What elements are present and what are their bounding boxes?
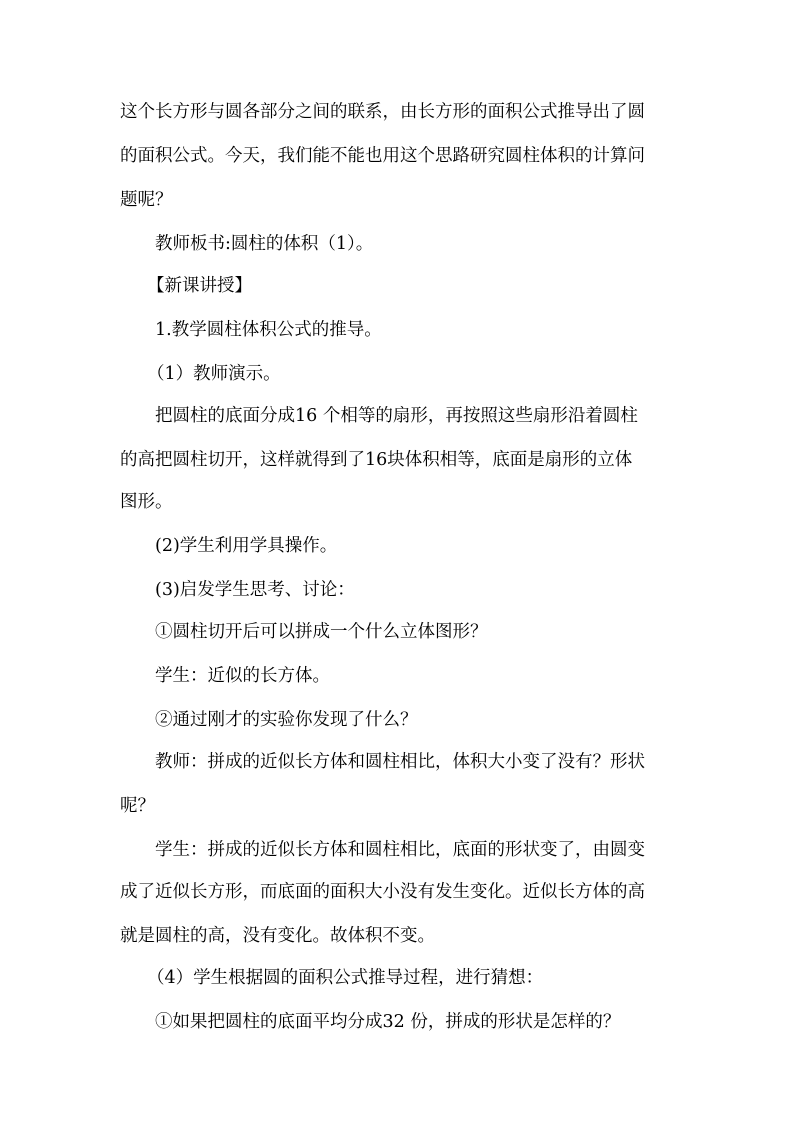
text-line-6: 1.教学圆柱体积公式的推导。 <box>155 320 382 340</box>
text-line-16: 教师：拼成的近似长方体和圆柱相比，体积大小变了没有？形状 <box>155 752 645 772</box>
text-line-18: 学生：拼成的近似长方体和圆柱相比，底面的形状变了，由圆变 <box>155 840 645 860</box>
text-line-7: （1）教师演示。 <box>147 364 281 384</box>
text-line-4: 教师板书:圆柱的体积（1）。 <box>155 234 374 254</box>
text-line-22: ①如果把圆柱的底面平均分成32 份，拼成的形状是怎样的？ <box>155 1012 621 1032</box>
text-line-21: （4）学生根据圆的面积公式推导过程，进行猜想： <box>147 968 544 988</box>
text-line-8: 把圆柱的底面分成16 个相等的扇形，再按照这些扇形沿着圆柱 <box>155 406 638 426</box>
text-line-13: ①圆柱切开后可以拼成一个什么立体图形？ <box>155 622 488 642</box>
text-line-19: 成了近似长方形，而底面的面积大小没有发生变化。近似长方体的高 <box>120 882 645 902</box>
text-line-12: (3)启发学生思考、讨论： <box>155 580 355 600</box>
text-line-15: ②通过刚才的实验你发现了什么？ <box>155 710 418 730</box>
text-line-1: 这个长方形与圆各部分之间的联系，由长方形的面积公式推导出了圆 <box>120 102 645 122</box>
text-line-3: 题呢？ <box>120 190 173 210</box>
text-line-17: 呢？ <box>120 796 155 816</box>
text-line-9: 的高把圆柱切开，这样就得到了16块体积相等，底面是扇形的立体 <box>120 450 633 470</box>
text-line-2: 的面积公式。今天，我们能不能也用这个思路研究圆柱体积的计算问 <box>120 146 645 166</box>
text-line-10: 图形。 <box>120 492 173 512</box>
section-heading: 【新课讲授】 <box>147 276 252 296</box>
text-line-11: (2)学生利用学具操作。 <box>155 536 338 556</box>
text-line-20: 就是圆柱的高，没有变化。故体积不变。 <box>120 926 435 946</box>
text-line-14: 学生：近似的长方体。 <box>155 666 330 686</box>
